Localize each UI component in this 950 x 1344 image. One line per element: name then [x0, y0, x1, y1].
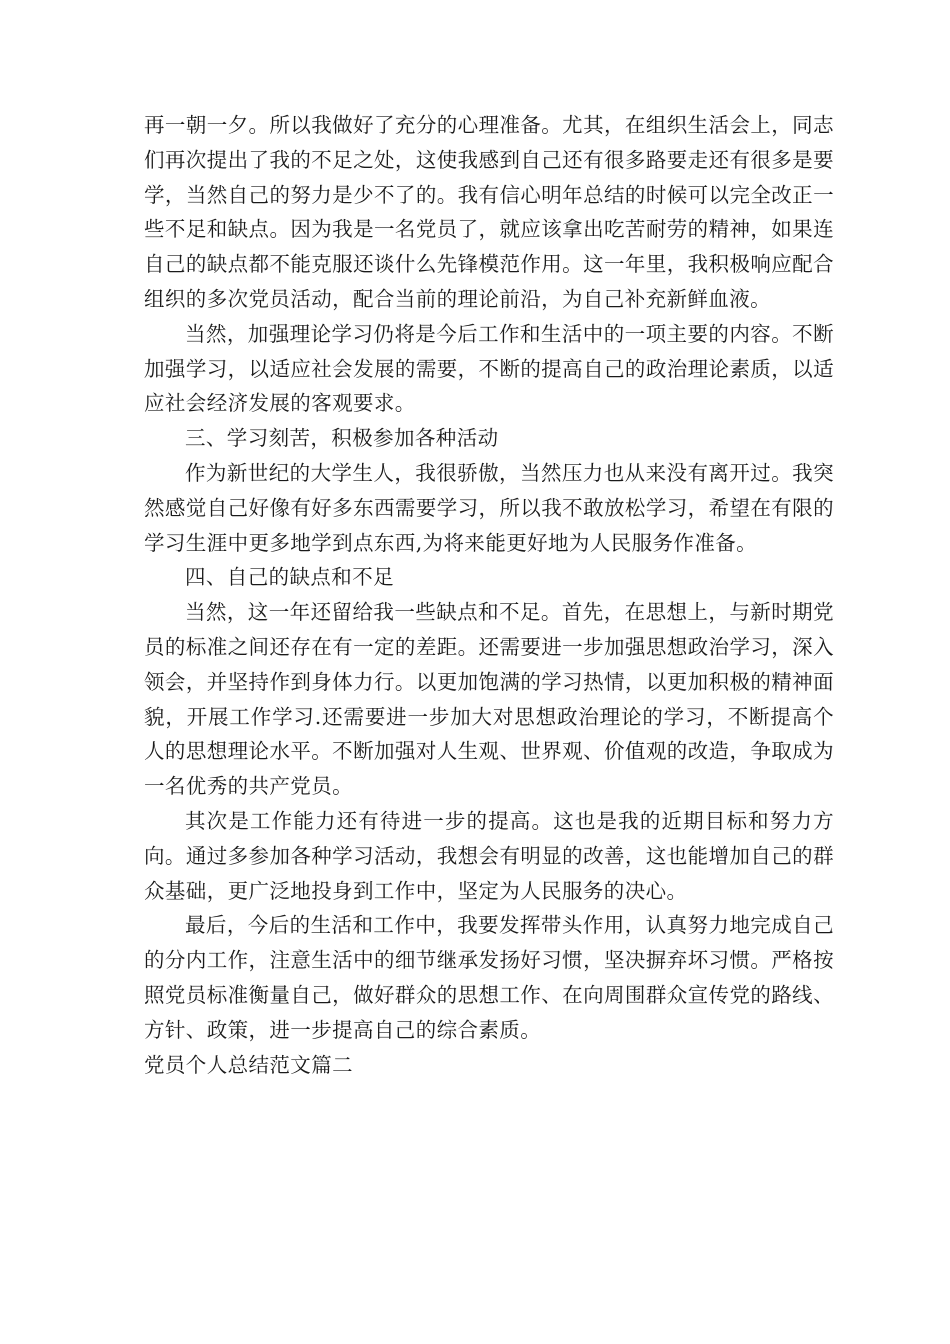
- paragraph-finally: 最后，今后的生活和工作中，我要发挥带头作用，认真努力地完成自己的分内工作，注意生活中的细节继承发扬好习惯，坚决摒弃坏习惯。严格按照党员标准衡量自己，做好群众的思想工作、在向周围群众宣传党的路线、方针、政策，进一步提高自己的综合素质。: [144, 913, 834, 1042]
- section-heading-four: 四、自己的缺点和不足: [185, 565, 394, 590]
- paragraph-work-ability: 其次是工作能力还有待进一步的提高。这也是我的近期目标和努力方向。通过多参加各种学习活动，我想会有明显的改善，这也能增加自己的群众基础，更广泛地投身到工作中，坚定为人民服务的决心。: [144, 808, 834, 903]
- paragraph-theory-study: 当然，加强理论学习仍将是今后工作和生活中的一项主要的内容。不断加强学习，以适应社会发展的需要，不断的提高自己的政治理论素质，以适应社会经济发展的客观要求。: [144, 321, 834, 416]
- article-title-part-two: 党员个人总结范文篇二: [144, 1052, 353, 1077]
- document-page: [144, 108, 834, 1082]
- paragraph-shortcomings: 当然，这一年还留给我一些缺点和不足。首先，在思想上，与新时期党员的标准之间还存在有一定的差距。还需要进一步加强思想政治学习，深入领会，并坚持作到身体力行。以更加饱满的学习热情，以更加积极的精神面貌，开展工作学习.还需要进一步加大对思想政治理论的学习，不断提高个人的思想理论水平。不断加强对人生观、世界观、价值观的改造，争取成为一名优秀的共产党员。: [144, 600, 834, 799]
- paragraph-continued: 再一朝一夕。所以我做好了充分的心理准备。尤其，在组织生活会上，同志们再次提出了我的不足之处，这使我感到自己还有很多路要走还有很多是要学，当然自己的努力是少不了的。我有信心明年总结的时候可以完全改正一些不足和缺点。因为我是一名党员了，就应该拿出吃苦耐劳的精神，如果连自己的缺点都不能克服还谈什么先锋模范作用。这一年里，我积极响应配合组织的多次党员活动，配合当前的理论前沿，为自己补充新鲜血液。: [144, 113, 834, 311]
- section-heading-three: 三、学习刻苦，积极参加各种活动: [185, 426, 499, 451]
- paragraph-student-study: 作为新世纪的大学生人，我很骄傲，当然压力也从来没有离开过。我突然感觉自己好像有好多东西需要学习，所以我不敢放松学习，希望在有限的学习生涯中更多地学到点东西,为将来能更好地为人民服务作准备。: [144, 460, 834, 555]
